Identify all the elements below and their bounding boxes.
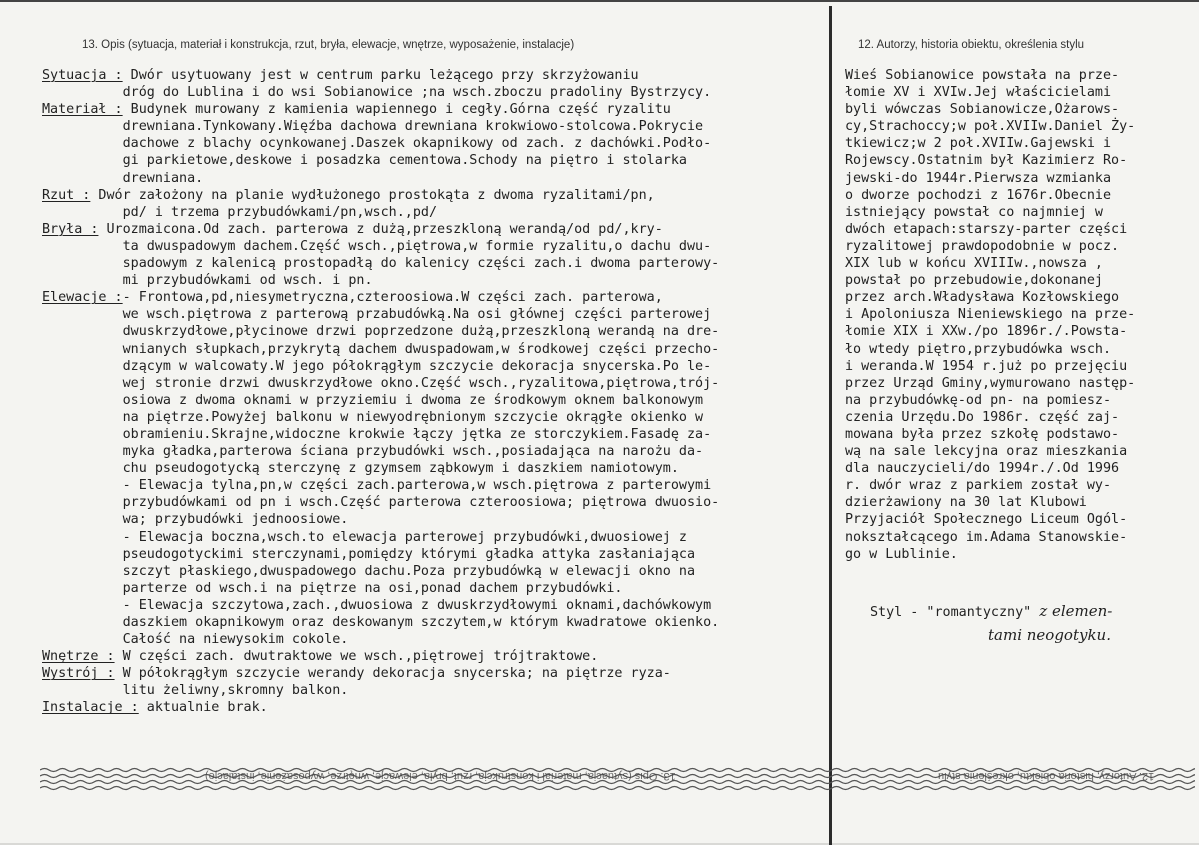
description-line [42,323,827,340]
line-text: - Elewacja szczytowa,zach.,dwuosiowa z dwuskrzydłowymi oknami,dachówkowym [42,597,712,613]
history-line: łomie XIX i XXw./po 1896r./.Powsta- [845,324,1128,340]
line-text: we wsch.piętrowa z parterową przabudówką.Na osi głównej części parterowej [42,307,712,323]
line-text: myka gładka,parterowa ściana przybudówki wsch.,posiadająca na narożu da- [42,444,704,460]
line-text: wej stronie drzwi dwuskrzydłowe okno.Część wsch.,ryzalitowa,piętrowa,trój- [42,375,720,391]
line-text: wa; przybudówki jednoosiowe. [42,512,349,528]
section-label: Wystrój : [42,666,115,682]
column-divider [829,6,832,845]
description-line [42,101,827,118]
line-text: wnianych słupkach,przykrytą dachem dwuspadowam,w środkowej części przecho- [42,341,720,357]
style-note [870,600,1112,648]
description-line [42,135,827,152]
history-line: przez Urząd Gminy,wymurowano następ- [845,375,1136,391]
line-text: dwuskrzydłowe,płycinowe drzwi poprzedzone dużą,przeszkloną werandą na dre- [42,324,720,340]
line-text: drewniana.Tynkowany.Więźba dachowa drewniana krokwiowo-stolcowa.Pokrycie [42,119,704,135]
description-line [42,546,827,563]
history-line: tkiewicz;w 2 poł.XVIIw.Gajewski i [845,136,1112,152]
line-text: obramieniu.Skrajne,widoczne krokwie łączy jętka ze storczykiem.Fasadę za- [42,426,712,442]
description-line [42,563,827,580]
line-text: - Elewacja boczna,wsch.to elewacja parterowej przybudówki,dwuosiowej z [42,529,687,545]
description-line [42,494,827,511]
history-line: jewski-do 1944r.Pierwsza wzmianka [845,170,1112,186]
mirrored-header-right: 12. Autorzy, historia obiektu, określenia stylu [938,770,1155,782]
section-label: Wnętrze : [42,649,115,665]
history-line: Przyjaciół Społecznego Liceum Ogól- [845,512,1128,528]
line-text: osiowa z dwoma oknami w przyziemiu i dwoma ze środkowym oknem balkonowym [42,392,704,408]
history-line: r. dwór wraz z parkiem został wy- [845,478,1112,494]
history-line: i Apoloniusza Nieniewskiego na prze- [845,307,1136,323]
description-line [42,187,827,204]
description-line [42,375,827,392]
line-text: Budynek murowany z kamienia wapiennego i cegły.Górna część ryzalitu [122,102,671,118]
description-line [42,477,827,494]
history-text [845,67,1195,563]
history-line: przez arch.Władysława Kozłowskiego [845,290,1120,306]
line-text: drewniana. [42,170,204,186]
description-line [42,699,827,716]
line-text: - Frontowa,pd,niesymetryczna,czteroosiowa.W części zach. parterowa, [122,290,663,306]
line-text: szczyt płaskiego,dwuspadowego dachu.Poza przybudówką w elewacji okno na [42,563,696,579]
style-handwritten-2: tami neogotyku. [988,626,1111,644]
history-line: o dworze pochodzi z 1676r.Obecnie [845,187,1112,203]
line-text: mi przybudówkami od wsch. i pn. [42,273,373,289]
history-line: ło wtedy piętro,przybudówka wsch. [845,341,1112,357]
description-line [42,152,827,169]
description-text [42,67,827,717]
line-text: chu pseudogotycką sterczynę z gzymsem ząbkowym i daszkiem namiotowym. [42,461,679,477]
line-text: gi parkietowe,deskowe i posadzka cementowa.Schody na piętro i stolarka [42,153,687,169]
section-label: Instalacje : [42,700,139,716]
line-text: Całość na niewysokim cokole. [42,632,349,648]
description-line [42,289,827,306]
section-13-header: 13. Opis (sytuacja, materiał i konstrukcja, rzut, bryła, elewacje, wnętrze, wyposażenie, instalacje) [82,39,575,51]
line-text: dróg do Lublina i do wsi Sobianowice ;na wsch.zboczu pradoliny Bystrzycy. [42,85,712,101]
history-line: go w Lublinie. [845,546,958,562]
description-line [42,597,827,614]
description-line [42,204,827,221]
history-line: byli wówczas Sobianowicze,Ożarows- [845,102,1120,118]
line-text: Urozmaicona.Od zach. parterowa z dużą,przeszkloną werandą/od pd/,kry- [98,221,663,237]
history-line: ryzalitowej prawdopodobnie w pocz. [845,238,1120,254]
history-line: na przybudówkę-od pn- na pomiesz- [845,392,1112,408]
description-line [42,443,827,460]
description-line [42,84,827,101]
description-line [42,170,827,187]
description-line [42,341,827,358]
section-label: Sytuacja : [42,68,123,83]
line-text: spadowym z kalenicą prostopadłą do kalenicy części zach.i dwoma parterowy- [42,256,720,272]
history-line: dla nauczycieli/do 1994r./.Od 1996 [845,461,1120,477]
line-text: przybudówkami od pn i wsch.Część parterowa czteroosiowa; piętrowa dwuosio- [42,495,720,511]
line-text: daszkiem okapnikowym oraz deskowanym szczytem,w którym kwadratowe okienko. [42,615,720,630]
section-label: Bryła : [42,221,99,237]
section-12-header: 12. Autorzy, historia obiektu, określenia stylu [858,39,1085,51]
line-text: aktualnie brak. [138,700,268,716]
description-line [42,118,827,135]
history-line: czenia Urzędu.Do 1986r. część zaj- [845,409,1120,425]
description-line [42,511,827,528]
line-text: parterze od wsch.i na piętrze na osi,ponad dachem przybudówki. [42,580,623,596]
history-line: łomie XV i XVIw.Jej właścicielami [845,85,1112,101]
description-line [42,238,827,255]
history-line: nokształcącego im.Adama Stanowskie- [845,529,1128,545]
description-line [42,631,827,648]
history-line: powstał po przebudowie,dokonanej [845,273,1103,289]
history-line: Wieś Sobianowice powstała na prze- [845,68,1120,83]
description-line [42,306,827,323]
line-text: W półokrągłym szczycie werandy dekoracja snycerska; na piętrze ryza- [114,666,671,682]
section-label: Elewacje : [42,290,123,306]
history-line: istniejący powstał co najmniej w [845,204,1103,220]
history-line: mowana była przez szkołę podstawo- [845,426,1120,442]
description-line [42,665,827,682]
description-line [42,409,827,426]
description-line [42,358,827,375]
history-line: dzierżawiony na 30 lat Klubowi [845,495,1087,511]
history-line: i weranda.W 1954 r.już po przejęciu [845,358,1128,374]
history-line: Rojewscy.Ostatnim był Kazimierz Ro- [845,153,1128,169]
section-label: Rzut : [42,187,91,203]
description-line [42,460,827,477]
history-line: dwóch etapach:starszy-parter części [845,221,1128,237]
description-line [42,392,827,409]
description-line [42,580,827,597]
description-line [42,614,827,631]
description-line [42,648,827,665]
description-line [42,221,827,238]
description-line [42,67,827,84]
description-line [42,272,827,289]
line-text: litu żeliwny,skromny balkon. [42,683,349,699]
section-label: Materiał : [42,102,123,118]
style-handwritten-1: z elemen- [1039,602,1113,620]
line-text: Dwór usytuowany jest w centrum parku leżącego przy skrzyżowaniu [122,68,639,83]
description-line [42,426,827,443]
line-text: dzącym w walcowaty.W jego półokrągłym szczycie dekoracja snycerska.Po le- [42,358,712,374]
line-text: pd/ i trzema przybudówkami/pn,wsch.,pd/ [42,204,438,220]
line-text: - Elewacja tylna,pn,w części zach.parterowa,w wsch.piętrowa z parterowymi [42,478,712,494]
line-text: ta dwuspadowym dachem.Część wsch.,piętrowa,w formie ryzalitu,o dachu dwu- [42,238,712,254]
line-text: dachowe z blachy ocynkowanej.Daszek okapnikowy od zach. z dachówki.Podło- [42,136,712,152]
line-text: W części zach. dwutraktowe we wsch.,piętrowej trójtraktowe. [114,649,599,665]
description-line [42,682,827,699]
line-text: Dwór założony na planie wydłużonego prostokąta z dwoma ryzalitami/pn, [90,187,655,203]
history-line: wą na sale lekcyjna oraz mieszkania [845,444,1128,460]
description-line [42,255,827,272]
line-text: na piętrze.Powyżej balkonu w niewyodrębnionym szczycie okrągłe okienko w [42,409,704,425]
line-text: pseudogotyckimi sterczynami,pomiędzy którymi gładka attyka zasłaniająca [42,546,696,562]
history-line: XIX lub w końcu XVIIIw.,nowsza , [845,256,1103,272]
mirrored-header-left: 13. Opis (sytuacja, materiał i konstrukcja, rzut, bryła, elewacje, wnętrze, wyposażenie, instalacje) [205,770,676,782]
history-line: cy,Strachoccy;w poł.XVIIw.Daniel Ży- [845,119,1136,135]
description-line [42,529,827,546]
style-typed: Styl - "romantyczny" [870,605,1032,620]
